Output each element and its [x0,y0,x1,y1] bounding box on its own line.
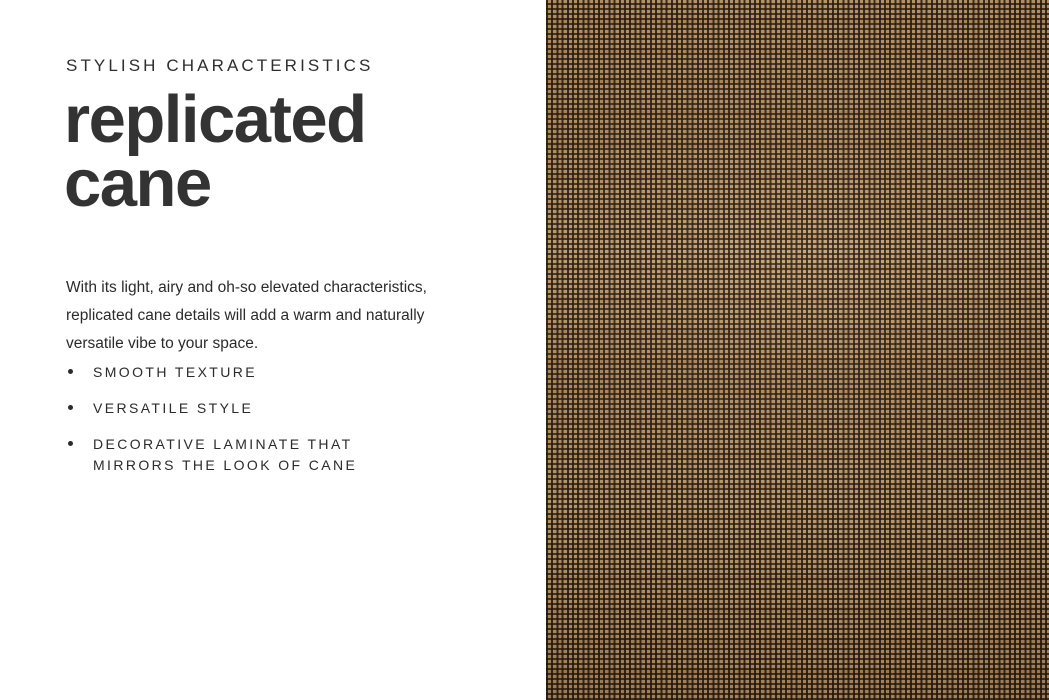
weave-overlay [546,0,1049,700]
body-paragraph: With its light, airy and oh-so elevated characteristics, replicated cane details will add a warm and naturally versatile vibe to your space. [66,278,427,352]
feature-text: SMOOTH TEXTURE [93,364,258,380]
eyebrow-label: STYLISH CHARACTERISTICS [66,56,374,75]
feature-text: DECORATIVE LAMINATE THAT [93,436,353,452]
headline-line-1: replicated [64,82,366,157]
list-item [66,362,496,383]
bullet-icon [68,405,73,410]
feature-text: VERSATILE STYLE [93,400,254,416]
feature-text-second-line: MIRRORS THE LOOK OF CANE [93,457,358,473]
headline-line-2: cane [64,145,211,221]
bullet-icon [68,369,73,374]
page-title [64,82,514,221]
feature-list [66,362,496,491]
bullet-icon [68,441,73,446]
cane-texture-image [546,0,1049,700]
list-item [66,398,496,419]
list-item [66,434,496,476]
